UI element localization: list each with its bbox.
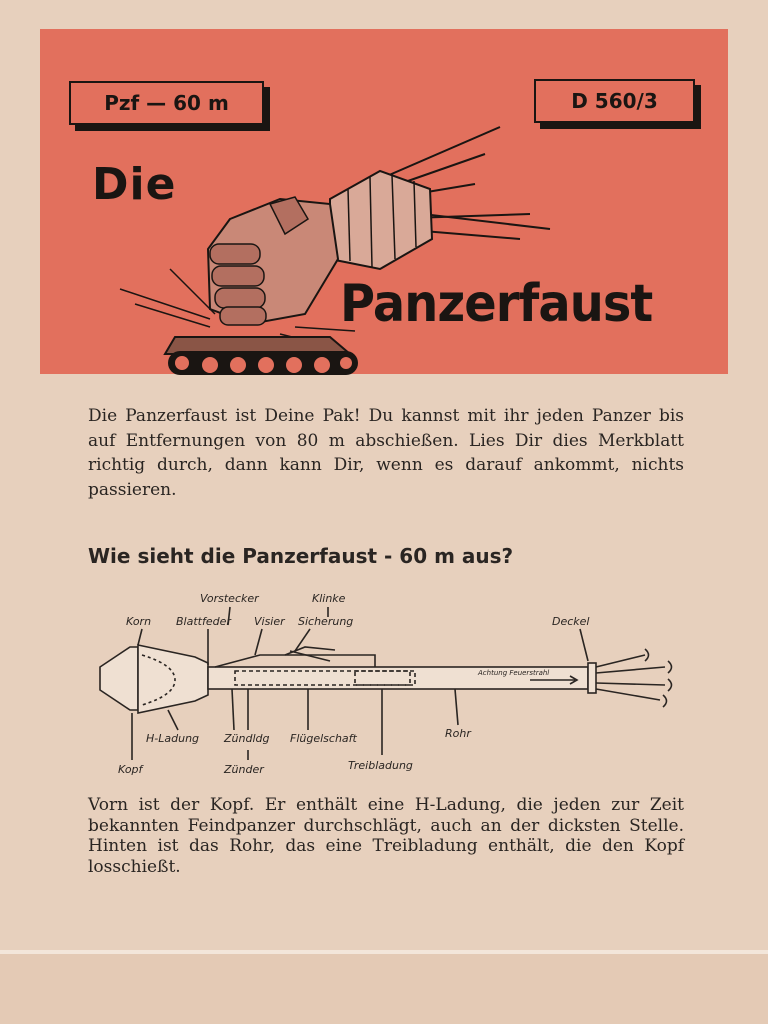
section-heading: Wie sieht die Panzerfaust - 60 m aus? xyxy=(88,544,514,568)
label-korn: Korn xyxy=(126,615,152,628)
code-label-range: Pzf — 60 m xyxy=(69,81,264,125)
description-paragraph: Vorn ist der Kopf. Er enthält eine H-Ladung, die jeden zur Zeit bekannten Feindpanzer durchschlägt, auch an der dicksten Stelle. Hinten ist das Rohr, das eine Treibladung enthält, die den Kopf losschießt. xyxy=(88,795,684,877)
code-label-document: D 560/3 xyxy=(534,79,695,123)
label-h-ladung: H-Ladung xyxy=(146,732,200,745)
label-klinke: Klinke xyxy=(312,592,346,605)
cover-title-panzerfaust: Panzerfaust xyxy=(340,274,653,334)
intro-paragraph: Die Panzerfaust ist Deine Pak! Du kannst mit ihr jeden Panzer bis auf Entfernungen von 80 m abschießen. Lies Dir dies Merkblatt richtig durch, dann kann Dir, wenn es darauf ankommt, nichts passieren. xyxy=(88,406,684,500)
label-vorstecker: Vorstecker xyxy=(200,592,259,605)
label-deckel: Deckel xyxy=(552,615,590,628)
label-treibladung: Treibladung xyxy=(348,759,413,772)
label-kopf: Kopf xyxy=(118,763,143,776)
label-zuender: Zünder xyxy=(224,763,264,776)
label-feuerstrahl: Achtung Feuerstrahl xyxy=(478,669,550,677)
cover-panel xyxy=(40,29,728,374)
panzerfaust-diagram xyxy=(90,585,690,780)
next-page xyxy=(0,954,768,1024)
label-fluegelschaft: Flügelschaft xyxy=(290,732,357,745)
label-zuendldg: Zündldg xyxy=(224,732,270,745)
cover-title-die: Die xyxy=(92,159,177,210)
label-sicherung: Sicherung xyxy=(298,615,354,628)
label-rohr: Rohr xyxy=(445,727,471,740)
label-blattfeder: Blattfeder xyxy=(176,615,231,628)
label-visier: Visier xyxy=(254,615,285,628)
fist-tank-illustration xyxy=(80,109,560,379)
